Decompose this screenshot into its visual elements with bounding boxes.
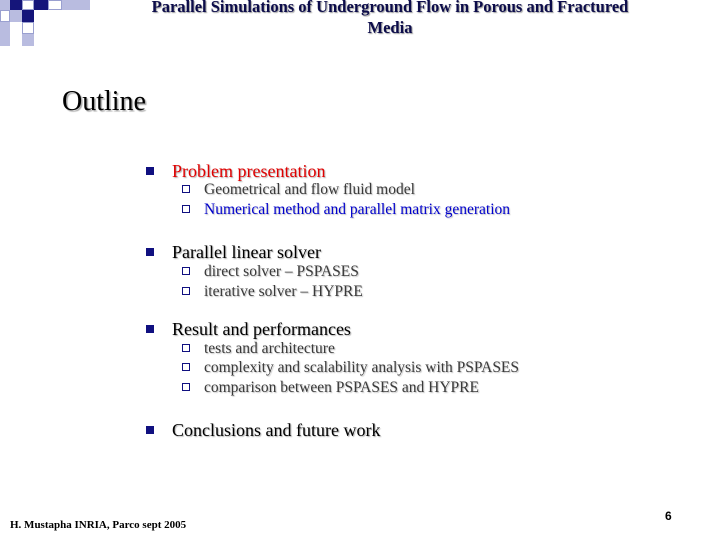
decor-square	[48, 0, 62, 10]
decor-square	[10, 0, 22, 10]
page-number: 6	[665, 509, 672, 523]
outline-item-label: Parallel linear solver	[172, 242, 321, 262]
decor-square	[0, 22, 10, 34]
decor-square	[0, 10, 10, 22]
outline-subitem	[204, 378, 479, 397]
square-bullet-icon	[146, 167, 154, 175]
outline-item	[172, 419, 380, 441]
outline-subitem	[204, 180, 415, 199]
outline-subitem-label: comparison between PSPASES and HYPRE	[204, 379, 479, 396]
outline-subitem-label: direct solver – PSPASES	[204, 263, 359, 280]
outline-subitem-label: tests and architecture	[204, 340, 335, 357]
outline-subitem	[204, 200, 510, 219]
outline-item-label: Result and performances	[172, 319, 351, 339]
outline-subitem	[204, 262, 359, 281]
hollow-square-bullet-icon	[182, 363, 190, 371]
presentation-title	[100, 0, 680, 38]
outline-item	[172, 160, 325, 182]
decor-square	[22, 0, 34, 10]
outline-subitem	[204, 282, 363, 301]
outline-item-label: Problem presentation	[172, 161, 326, 181]
presentation-title-line1: Parallel Simulations of Underground Flow in Porous and Fractured	[151, 0, 629, 16]
decor-square	[22, 10, 34, 22]
presentation-title-line2: Media	[367, 18, 413, 37]
decor-square	[62, 0, 76, 10]
hollow-square-bullet-icon	[182, 267, 190, 275]
outline-subitem	[204, 358, 519, 377]
slide-title: Outline	[62, 86, 146, 117]
hollow-square-bullet-icon	[182, 185, 190, 193]
hollow-square-bullet-icon	[182, 344, 190, 352]
outline-subitem-label: complexity and scalability analysis with PSPASES	[204, 359, 520, 376]
hollow-square-bullet-icon	[182, 383, 190, 391]
decor-square	[34, 0, 48, 10]
decor-square	[22, 22, 34, 34]
outline-subitem	[204, 339, 335, 358]
square-bullet-icon	[146, 426, 154, 434]
decor-square	[22, 34, 34, 46]
square-bullet-icon	[146, 248, 154, 256]
outline-subitem-label: Numerical method and parallel matrix generation	[204, 201, 511, 218]
footer-author: H. Mustapha INRIA, Parco sept 2005	[10, 519, 187, 531]
outline-item	[172, 241, 321, 263]
decor-square	[0, 34, 10, 46]
square-bullet-icon	[146, 325, 154, 333]
decor-square	[76, 0, 90, 10]
outline-subitem-label: iterative solver – HYPRE	[204, 283, 363, 300]
hollow-square-bullet-icon	[182, 205, 190, 213]
outline-item-label: Conclusions and future work	[172, 420, 381, 440]
outline-subitem-label: Geometrical and flow fluid model	[204, 181, 415, 198]
decor-square	[0, 0, 10, 10]
decor-square	[10, 10, 22, 22]
hollow-square-bullet-icon	[182, 287, 190, 295]
outline-item	[172, 318, 351, 340]
